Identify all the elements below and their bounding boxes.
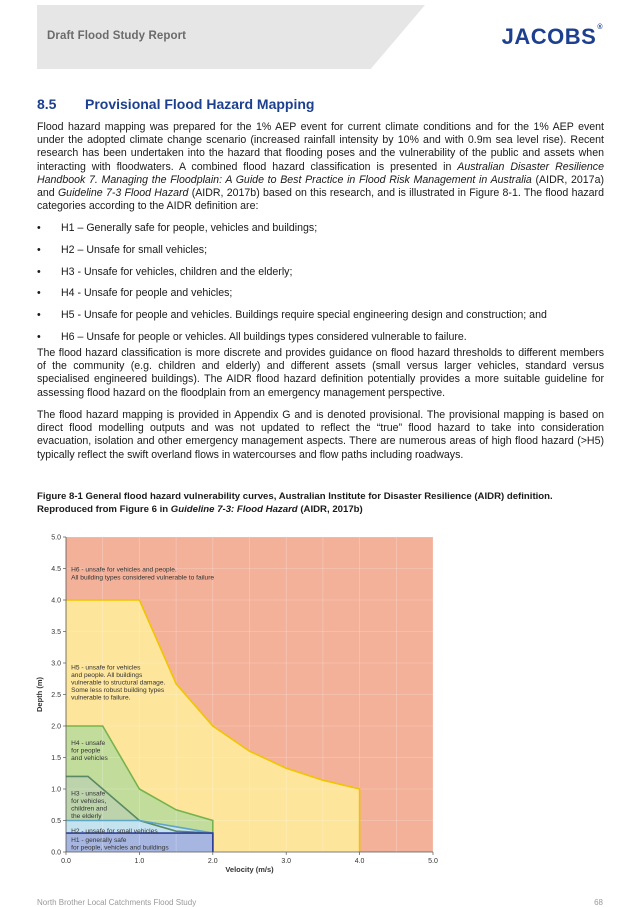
x-tick-label: 4.0 [354, 858, 365, 865]
region-label-line: the elderly [71, 813, 102, 821]
region-label-line: H5 - unsafe for vehicles [71, 664, 141, 672]
para1-text-a: Flood hazard mapping was prepared for the 1% AEP event for current climate conditions and for the 1% AEP event under the adopted climate change scenario (increased rainfall intensity by 10% and with 0.9m sea level rise). Recent research has been undertaken into the hazard that flooding poses and the vulnerability of the public and assets when interacting with floodwaters. A combined flood hazard classification is presented in [37, 121, 604, 173]
para1-text-c: (AIDR, 2017a) and [37, 173, 604, 200]
y-tick-label: 0.0 [51, 849, 61, 857]
bullet-dot: • [37, 222, 41, 234]
region-label-line: vulnerable to failure. [71, 694, 131, 702]
paragraph-mapping: The flood hazard mapping is provided in Appendix G and is denoted provisional. The provisional mapping is based on direct flood modelling outputs and was not updated to reflect the “true” flood hazard to take into consideration evacuation, isolation and other emergency management aspects. There are numerous areas of high flood hazard (>H5) typically reflect the swift overland flows in watercourses and flow paths including roadways. [37, 409, 604, 461]
region-label-line: vulnerable to structural damage. [71, 679, 166, 687]
bullet-text: H3 - Unsafe for vehicles, children and the elderly; [61, 265, 293, 278]
para1-text-e: (AIDR, 2017b) based on this research, and is illustrated in Figure 8-1. The flood hazard categories according to the AIDR definition are: [37, 187, 604, 213]
bullet-text: H6 – Unsafe for people or vehicles. All buildings types considered vulnerable to failure. [61, 330, 467, 343]
y-tick-label: 2.0 [51, 723, 61, 731]
y-tick-label: 1.5 [51, 755, 61, 762]
caption-guideline-title: Guideline 7-3: Flood Hazard [170, 503, 298, 515]
y-tick-label: 4.0 [51, 597, 61, 605]
y-tick-label: 0.5 [51, 818, 61, 825]
caption-text-a: Figure 8-1 General flood hazard vulnerability curves, Australian Institute for Disaster Resilience (AIDR) definition. Reproduced from Figure 6 in [37, 491, 553, 515]
y-axis-title: Depth (m) [35, 677, 44, 712]
caption-text-c: (AIDR, 2017b) [297, 503, 363, 515]
y-tick-label: 2.5 [51, 692, 61, 699]
page-number: 68 [594, 898, 603, 907]
region-label-line: for vehicles, [71, 797, 107, 805]
bullet-text: H2 – Unsafe for small vehicles; [61, 243, 208, 256]
para1-handbook-title: Australian Disaster Resilience Handbook 7. Managing the Floodplain: A Guide to Best Practice in Flood Risk Management in Australia [37, 160, 604, 186]
region-label-line: Some less robust building types [71, 687, 165, 695]
region-label-line: children and [71, 805, 108, 813]
bullet-text: H1 – Generally safe for people, vehicles and buildings; [61, 222, 318, 234]
footer-text: North Brother Local Catchments Flood Study [37, 898, 197, 907]
logo-text: JACOBS [501, 24, 597, 49]
region-label-line: All building types considered vulnerable to failure [71, 574, 215, 582]
region-label-line: and people. All buildings [71, 671, 143, 679]
paragraph-classification: The flood hazard classification is more discrete and provides guidance on flood hazard thresholds to different members of the community (e.g. children and elderly) and different assets (small versus larger vehicles, standard versus specialised engineered buildings). The AIDR flood hazard definition potentially provides a more suitable guideline for assessing flood hazard on the floodplain from an emergency management perspective. [37, 347, 604, 399]
region-label-line: H4 - unsafe [71, 739, 106, 747]
region-label-h2 [71, 828, 158, 835]
bullet-dot: • [37, 287, 41, 300]
bullet-text: H4 - Unsafe for people and vehicles; [61, 287, 233, 300]
bullet-dot: • [37, 243, 41, 256]
region-label-line: for people [71, 747, 101, 755]
region-label-line: H6 - unsafe for vehicles and people. [71, 566, 177, 574]
x-tick-label: 0.0 [61, 858, 71, 865]
section-title: Provisional Flood Hazard Mapping [85, 96, 315, 112]
x-axis-title: Velocity (m/s) [225, 865, 274, 874]
bullet-dot: • [37, 265, 41, 278]
report-title: Draft Flood Study Report [47, 30, 187, 42]
x-tick-label: 2.0 [207, 858, 218, 865]
region-label-line: and vehicles [71, 755, 108, 763]
region-label-line: for people, vehicles and buildings [71, 844, 169, 852]
x-tick-label: 5.0 [428, 858, 438, 865]
bullet-dot: • [37, 309, 41, 322]
y-tick-label: 3.0 [51, 660, 61, 668]
section-number: 8.5 [37, 96, 57, 112]
logo-mark: ® [597, 24, 603, 31]
region-label-line: H3 - unsafe [71, 790, 106, 798]
region-label-line: H2 - unsafe for small vehicles [71, 828, 158, 836]
bullet-text: H5 - Unsafe for people and vehicles. Buildings require special engineering design and construction; and [61, 309, 547, 322]
y-tick-label: 1.0 [51, 786, 61, 794]
para1-guideline-title: Guideline 7-3 Flood Hazard [57, 187, 189, 200]
bullet-dot: • [37, 330, 41, 343]
y-tick-label: 4.5 [51, 566, 61, 573]
y-tick-label: 3.5 [51, 629, 61, 636]
x-tick-label: 1.0 [134, 858, 145, 865]
y-tick-label: 5.0 [51, 534, 61, 542]
x-tick-label: 3.0 [281, 858, 292, 865]
region-label-line: H1 - generally safe [71, 836, 127, 844]
